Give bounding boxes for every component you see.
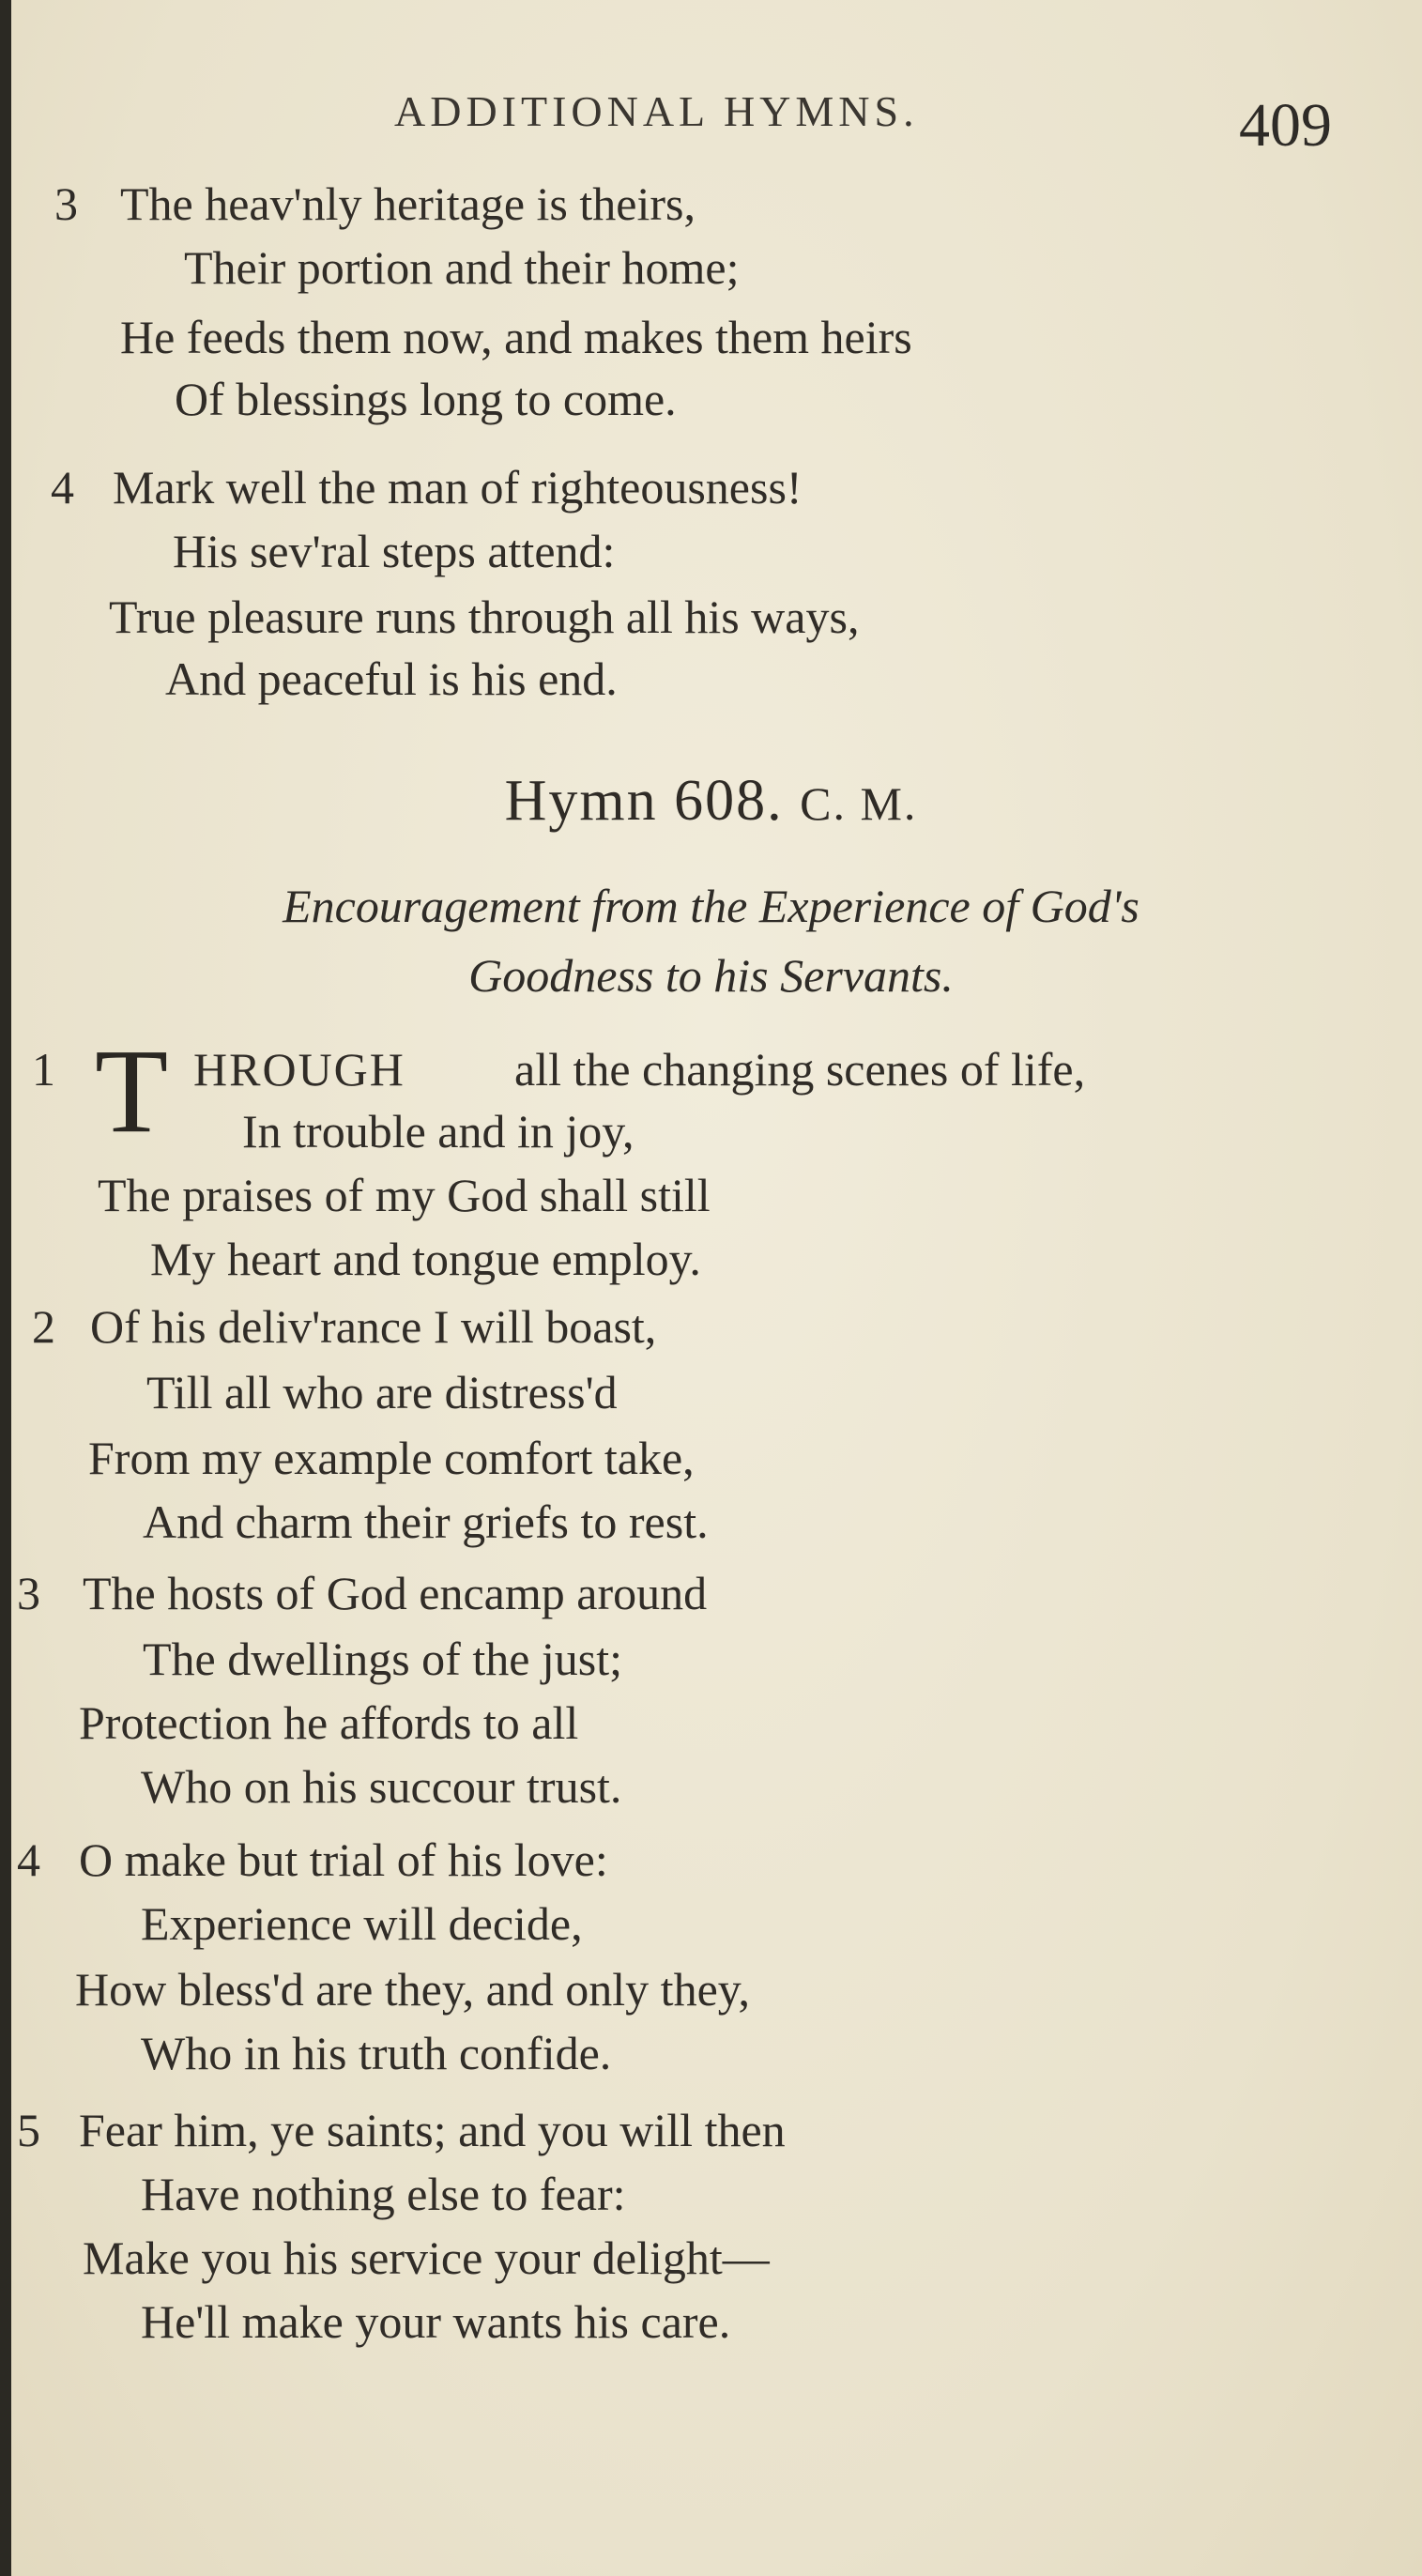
running-header: ADDITIONAL HYMNS.: [394, 87, 919, 135]
page-number: 409: [1239, 91, 1332, 160]
verse-line: Who in his truth confide.: [141, 2027, 612, 2079]
verse-line: Of blessings long to come.: [175, 373, 677, 425]
verse-line: His sev'ral steps attend:: [173, 525, 616, 577]
drop-cap: T: [95, 1024, 169, 1158]
verse-line: Have nothing else to fear:: [141, 2168, 626, 2220]
verse-line: In trouble and in joy,: [242, 1105, 635, 1158]
verse-number: 3: [17, 1567, 40, 1619]
verse-line: True pleasure runs through all his ways,: [109, 590, 860, 643]
hymn-meter: C. M.: [800, 777, 918, 830]
verse-line: The hosts of God encamp around: [83, 1567, 708, 1619]
verse-line: Protection he affords to all: [79, 1696, 579, 1749]
hymn-label: Hymn: [504, 769, 658, 833]
hymn-number: 608.: [674, 769, 784, 833]
verse-line: The heav'nly heritage is theirs,: [120, 177, 696, 230]
verse-number: 3: [54, 177, 78, 230]
verse-line: And peaceful is his end.: [165, 652, 618, 705]
verse-line: He'll make your wants his care.: [141, 2295, 731, 2348]
verse-line: And charm their griefs to rest.: [143, 1495, 709, 1548]
verse-line: From my example comfort take,: [88, 1432, 695, 1484]
verse-line: The dwellings of the just;: [143, 1633, 623, 1685]
hymn-subtitle-line-2: Goodness to his Servants.: [468, 949, 954, 1002]
verse-line: Experience will decide,: [141, 1897, 583, 1950]
verse-line: Mark well the man of righteousness!: [113, 461, 803, 514]
verse-number: 4: [51, 461, 74, 514]
verse-line: Till all who are distress'd: [146, 1366, 618, 1418]
verse-number: 4: [17, 1833, 40, 1886]
verse-line: My heart and tongue employ.: [150, 1233, 701, 1285]
verse-line: How bless'd are they, and only they,: [75, 1963, 751, 2016]
page-edge-shadow: [0, 0, 11, 2576]
verse-line: O make but trial of his love:: [79, 1833, 608, 1886]
verse-line: The praises of my God shall still: [98, 1169, 711, 1221]
hymn-subtitle-line-1: Encouragement from the Experience of God's: [283, 880, 1139, 932]
verse-line: Who on his succour trust.: [141, 1760, 622, 1813]
verse-line: He feeds them now, and makes them heirs: [120, 311, 912, 363]
verse-line: all the changing scenes of life,: [514, 1043, 1086, 1096]
verse-line: Fear him, ye saints; and you will then: [79, 2104, 786, 2156]
verse-number: 2: [32, 1300, 55, 1353]
verse-line: Make you his service your delight—: [83, 2231, 770, 2284]
verse-line: Their portion and their home;: [184, 241, 740, 294]
verse-number: 5: [17, 2104, 40, 2156]
hymn-heading: [0, 768, 1422, 835]
first-word-rest: HROUGH: [193, 1043, 405, 1096]
verse-number: 1: [32, 1043, 55, 1096]
verse-line: Of his deliv'rance I will boast,: [90, 1300, 657, 1353]
